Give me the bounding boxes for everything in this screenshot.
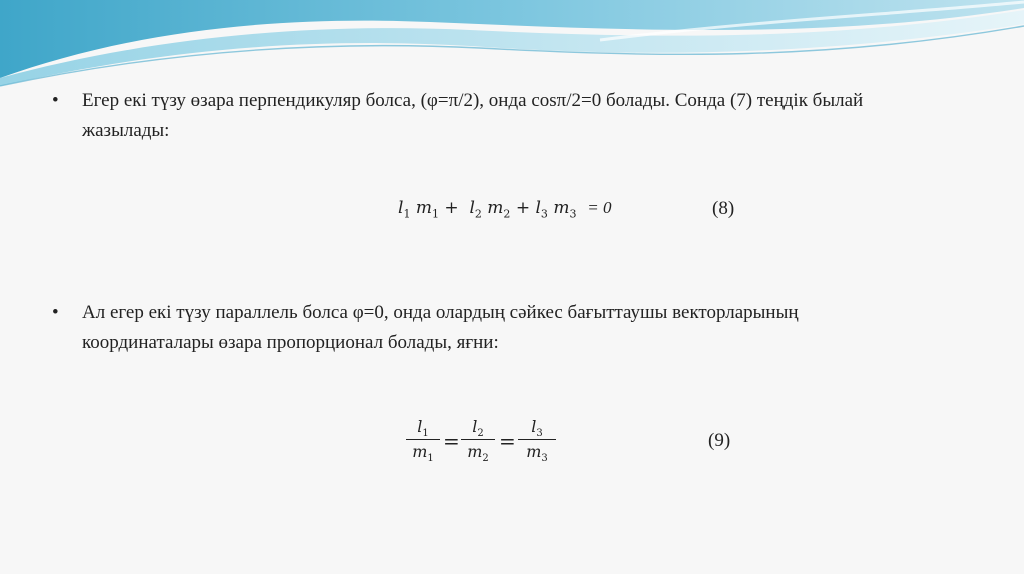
eq-subscript: 1 [403,207,411,221]
frac-numerator: l [531,417,537,436]
eq-subscript: 3 [541,453,548,465]
eq-equals: = [499,429,516,453]
bullet-marker: • [52,302,59,323]
eq-symbol: l [398,198,404,218]
eq-subscript: 2 [474,207,482,221]
fraction-2 [461,417,495,465]
equation-number-8: (8) [712,198,735,219]
eq-equals: = 0 [587,198,612,217]
eq-subscript: 1 [422,428,429,440]
eq-symbol: m [487,198,504,218]
eq-subscript: 2 [503,207,511,221]
eq-symbol: m [553,198,570,218]
fraction-3 [518,417,556,465]
eq-subscript: 2 [482,453,489,465]
bullet-marker: • [52,90,59,111]
bullet-text-line: Ал егер екі түзу параллель болса φ=0, онда олардың сәйкес бағыттаушы векторларының [82,302,799,323]
eq-subscript: 1 [431,207,439,221]
eq-subscript: 3 [569,207,577,221]
frac-denominator: m [526,442,542,461]
frac-denominator: m [467,442,483,461]
frac-denominator: m [412,442,428,461]
equation-8 [398,198,611,220]
eq-symbol: l [535,198,541,218]
eq-operator: + [444,198,459,218]
bullet-item-parallel [52,298,952,358]
frac-numerator: l [472,417,478,436]
equation-number-9: (9) [708,430,731,451]
bullet-text-line: жазылады: [82,120,170,141]
eq-symbol: m [415,198,432,218]
eq-subscript: 3 [536,428,543,440]
eq-operator: + [515,198,531,218]
fraction-1 [406,417,440,465]
eq-symbol: l [469,198,475,218]
bullet-text-line: координаталары өзара пропорционал болады, яғни: [82,332,499,353]
eq-subscript: 2 [477,428,484,440]
frac-numerator: l [417,417,423,436]
bullet-text [82,86,942,146]
header-wave-decoration [0,0,1024,95]
bullet-text [82,298,942,358]
eq-equals: = [443,429,460,453]
eq-subscript: 3 [540,207,548,221]
bullet-item-perpendicular [52,86,952,146]
eq-subscript: 1 [427,453,434,465]
bullet-text-line: Егер екі түзу өзара перпендикуляр болса, (φ=π/2), онда cosπ/2=0 болады. Сонда (7) теңдік былай [82,90,864,111]
